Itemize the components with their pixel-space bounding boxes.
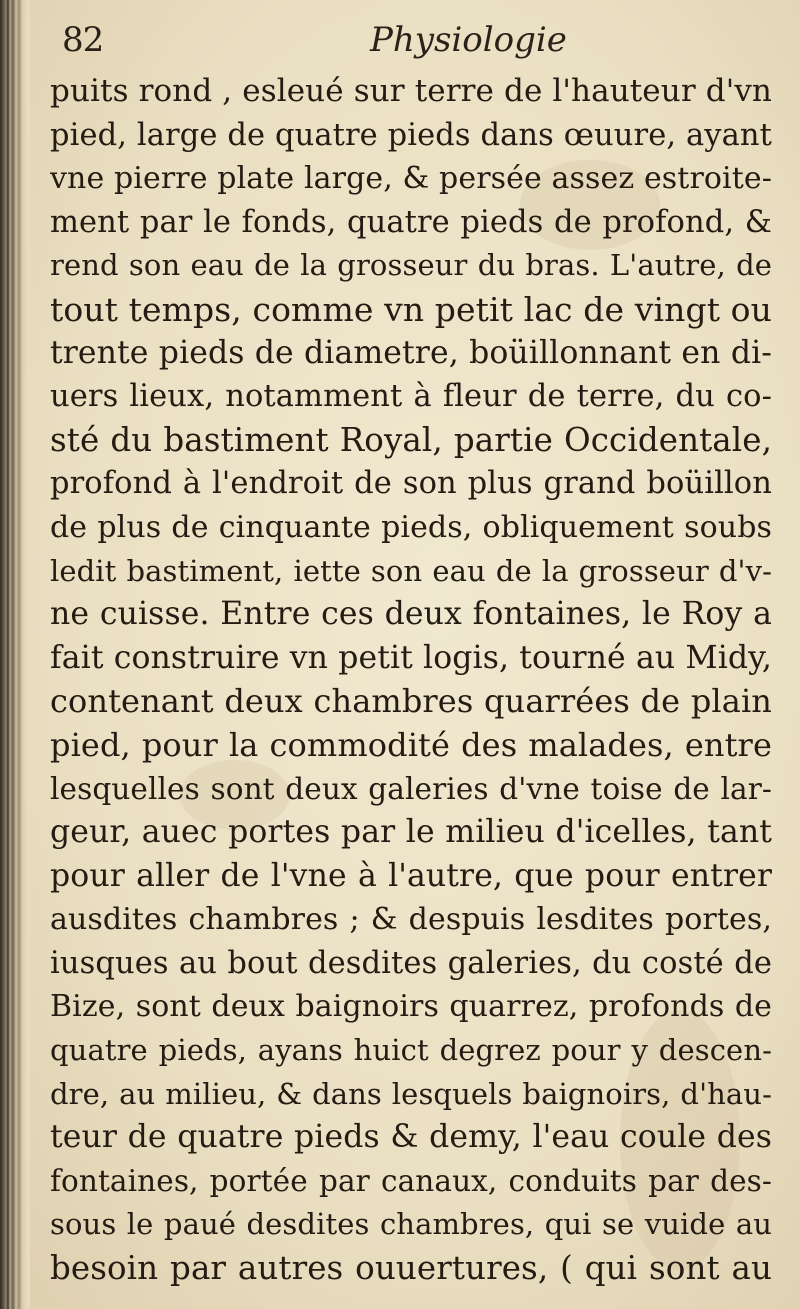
running-title: Physiologie: [370, 20, 567, 60]
text-line: contenant deux chambres quarrées de plain: [50, 682, 772, 721]
text-line: dre, au milieu, & dans lesquels baignoirs, d'hau-: [50, 1076, 772, 1111]
text-line: pied, pour la commodité des malades, entre: [50, 725, 772, 764]
text-line: Bize, sont deux baignoirs quarrez, profonds de: [50, 989, 772, 1025]
text-line: profond à l'endroit de son plus grand boüillon: [50, 466, 772, 502]
text-line: ment par le fonds, quatre pieds de profond, &: [50, 204, 772, 240]
text-line: uers lieux, notamment à fleur de terre, du co-: [50, 379, 772, 415]
text-line: ne cuisse. Entre ces deux fontaines, le Roy a: [50, 596, 772, 633]
body-text: [50, 70, 772, 1291]
text-line: fait construire vn petit logis, tourné au Midy,: [50, 639, 772, 676]
text-line: fontaines, portée par canaux, conduits par des-: [50, 1163, 772, 1198]
text-line: quatre pieds, ayans huict degrez pour y descen-: [50, 1033, 772, 1068]
text-line: tout temps, comme vn petit lac de vingt ou: [50, 289, 772, 329]
page-number: 82: [62, 20, 104, 60]
text-line: ausdites chambres ; & despuis lesdites portes,: [50, 902, 772, 938]
text-line: rend son eau de la grosseur du bras. L'autre, de: [50, 248, 772, 283]
text-line: sous le paué desdites chambres, qui se vuide au: [50, 1207, 772, 1242]
text-line: vne pierre plate large, & persée assez estroite-: [50, 161, 772, 197]
text-line: teur de quatre pieds & demy, l'eau coule des: [50, 1119, 772, 1156]
text-line: ledit bastiment, iette son eau de la grosseur d'v-: [50, 553, 772, 588]
text-line: besoin par autres ouuertures, ( qui sont au: [50, 1249, 772, 1288]
text-line: de plus de cinquante pieds, obliquement soubs: [50, 509, 772, 545]
text-line: sté du bastiment Royal, partie Occidentale,: [50, 420, 772, 459]
text-line: pied, large de quatre pieds dans œuure, ayant: [50, 117, 772, 153]
text-line: puits rond , esleué sur terre de l'hauteur d'vn: [50, 73, 772, 109]
text-line: lesquelles sont deux galeries d'vne toise de lar-: [50, 771, 772, 806]
text-line: trente pieds de diametre, boüillonnant en di-: [50, 334, 772, 371]
text-line: pour aller de l'vne à l'autre, que pour entrer: [50, 857, 772, 894]
text-line: geur, auec portes par le milieu d'icelles, tant: [50, 814, 772, 851]
page-header: [62, 18, 762, 68]
text-line: iusques au bout desdites galeries, du costé de: [50, 945, 772, 981]
page-binding-edge: [0, 0, 30, 1309]
